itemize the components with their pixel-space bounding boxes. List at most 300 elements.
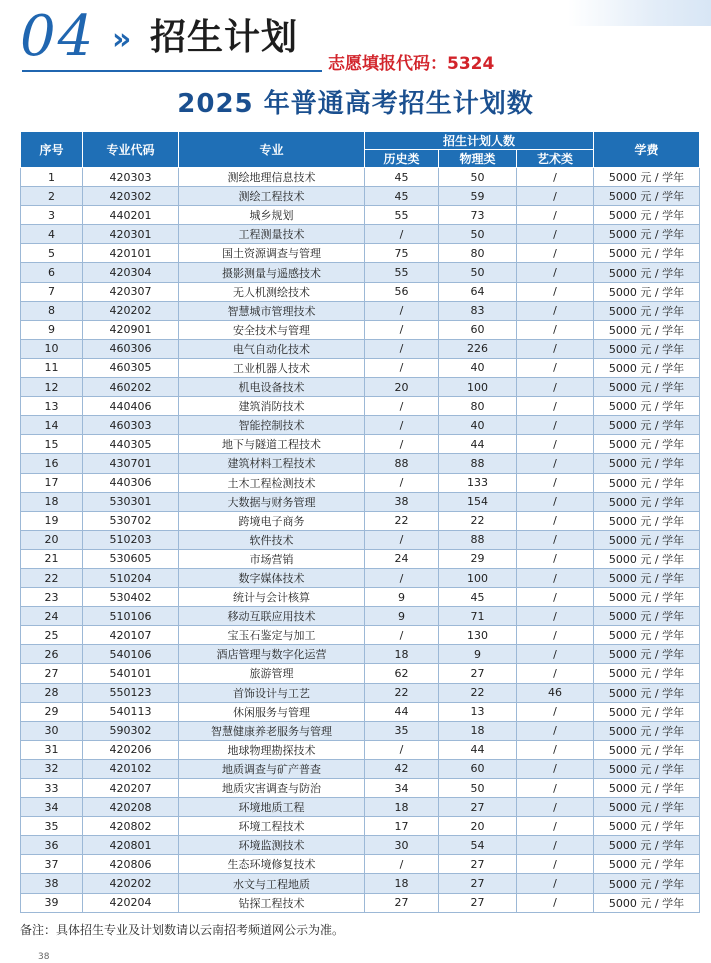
cell-major-code: 420302 bbox=[83, 187, 179, 206]
table-row bbox=[21, 721, 700, 740]
cell-history: / bbox=[365, 397, 439, 416]
table-row bbox=[21, 225, 700, 244]
cell-index: 13 bbox=[21, 397, 83, 416]
cell-history: / bbox=[365, 855, 439, 874]
cell-physics: 50 bbox=[439, 263, 517, 282]
cell-major-code: 440306 bbox=[83, 473, 179, 492]
cell-physics: 133 bbox=[439, 473, 517, 492]
cell-index: 2 bbox=[21, 187, 83, 206]
cell-physics: 50 bbox=[439, 168, 517, 187]
cell-major: 智慧健康养老服务与管理 bbox=[179, 721, 365, 740]
cell-history: / bbox=[365, 301, 439, 320]
cell-fee: 5000 元 / 学年 bbox=[594, 358, 700, 377]
cell-fee: 5000 元 / 学年 bbox=[594, 645, 700, 664]
cell-history: 75 bbox=[365, 244, 439, 263]
cell-art: / bbox=[517, 358, 594, 377]
page-header bbox=[0, 0, 711, 130]
cell-art: / bbox=[517, 416, 594, 435]
cell-history: 88 bbox=[365, 454, 439, 473]
cell-fee: 5000 元 / 学年 bbox=[594, 740, 700, 759]
cell-history: 34 bbox=[365, 779, 439, 798]
cell-fee: 5000 元 / 学年 bbox=[594, 263, 700, 282]
cell-physics: 88 bbox=[439, 530, 517, 549]
cell-major: 酒店管理与数字化运营 bbox=[179, 645, 365, 664]
cell-major: 建筑材料工程技术 bbox=[179, 454, 365, 473]
cell-major: 地质调查与矿产普查 bbox=[179, 759, 365, 778]
section-number: 04 bbox=[20, 4, 96, 69]
cell-major-code: 440201 bbox=[83, 206, 179, 225]
table-row bbox=[21, 511, 700, 530]
table-row bbox=[21, 206, 700, 225]
table-row bbox=[21, 301, 700, 320]
cell-physics: 80 bbox=[439, 244, 517, 263]
cell-index: 26 bbox=[21, 645, 83, 664]
cell-major-code: 420901 bbox=[83, 320, 179, 339]
cell-major-code: 540101 bbox=[83, 664, 179, 683]
cell-fee: 5000 元 / 学年 bbox=[594, 339, 700, 358]
cell-history: 44 bbox=[365, 702, 439, 721]
cell-physics: 18 bbox=[439, 721, 517, 740]
cell-physics: 22 bbox=[439, 683, 517, 702]
cell-art: / bbox=[517, 206, 594, 225]
cell-history: 45 bbox=[365, 168, 439, 187]
cell-art: / bbox=[517, 530, 594, 549]
cell-fee: 5000 元 / 学年 bbox=[594, 664, 700, 683]
header-history: 历史类 bbox=[365, 150, 439, 168]
cell-index: 18 bbox=[21, 492, 83, 511]
cell-fee: 5000 元 / 学年 bbox=[594, 683, 700, 702]
cell-index: 29 bbox=[21, 702, 83, 721]
cell-fee: 5000 元 / 学年 bbox=[594, 492, 700, 511]
cell-physics: 40 bbox=[439, 358, 517, 377]
table-row bbox=[21, 473, 700, 492]
cell-physics: 20 bbox=[439, 817, 517, 836]
cell-index: 12 bbox=[21, 378, 83, 397]
cell-art: / bbox=[517, 301, 594, 320]
cell-major-code: 420204 bbox=[83, 893, 179, 912]
cell-major-code: 420802 bbox=[83, 817, 179, 836]
cell-major-code: 440406 bbox=[83, 397, 179, 416]
cell-major-code: 530402 bbox=[83, 588, 179, 607]
cell-history: 9 bbox=[365, 588, 439, 607]
cell-art: / bbox=[517, 339, 594, 358]
cell-physics: 44 bbox=[439, 740, 517, 759]
cell-major-code: 420801 bbox=[83, 836, 179, 855]
cell-major-code: 420107 bbox=[83, 626, 179, 645]
cell-index: 22 bbox=[21, 568, 83, 587]
header-art: 艺术类 bbox=[517, 150, 594, 168]
cell-major: 环境地质工程 bbox=[179, 798, 365, 817]
cell-history: 20 bbox=[365, 378, 439, 397]
cell-major: 软件技术 bbox=[179, 530, 365, 549]
cell-fee: 5000 元 / 学年 bbox=[594, 874, 700, 893]
cell-index: 4 bbox=[21, 225, 83, 244]
cell-history: / bbox=[365, 358, 439, 377]
cell-index: 27 bbox=[21, 664, 83, 683]
cell-fee: 5000 元 / 学年 bbox=[594, 168, 700, 187]
cell-physics: 27 bbox=[439, 855, 517, 874]
cell-major-code: 420202 bbox=[83, 301, 179, 320]
cell-fee: 5000 元 / 学年 bbox=[594, 454, 700, 473]
cell-fee: 5000 元 / 学年 bbox=[594, 607, 700, 626]
cell-major-code: 420202 bbox=[83, 874, 179, 893]
cell-art: / bbox=[517, 740, 594, 759]
cell-history: 18 bbox=[365, 874, 439, 893]
cell-art: / bbox=[517, 798, 594, 817]
table-title: 2025 年普通高考招生计划数 bbox=[177, 89, 534, 119]
cell-art: / bbox=[517, 320, 594, 339]
cell-art: / bbox=[517, 378, 594, 397]
table-row bbox=[21, 549, 700, 568]
cell-major-code: 420301 bbox=[83, 225, 179, 244]
cell-physics: 45 bbox=[439, 588, 517, 607]
cell-index: 33 bbox=[21, 779, 83, 798]
cell-art: / bbox=[517, 855, 594, 874]
cell-fee: 5000 元 / 学年 bbox=[594, 378, 700, 397]
cell-physics: 80 bbox=[439, 397, 517, 416]
header-major-code: 专业代码 bbox=[83, 132, 179, 168]
cell-history: / bbox=[365, 530, 439, 549]
table-row bbox=[21, 358, 700, 377]
cell-physics: 60 bbox=[439, 320, 517, 339]
corner-decoration bbox=[568, 0, 711, 26]
cell-major: 水文与工程地质 bbox=[179, 874, 365, 893]
cell-index: 37 bbox=[21, 855, 83, 874]
header-major: 专业 bbox=[179, 132, 365, 168]
cell-art: / bbox=[517, 626, 594, 645]
cell-index: 16 bbox=[21, 454, 83, 473]
cell-history: 56 bbox=[365, 282, 439, 301]
cell-physics: 22 bbox=[439, 511, 517, 530]
cell-major: 统计与会计核算 bbox=[179, 588, 365, 607]
cell-fee: 5000 元 / 学年 bbox=[594, 779, 700, 798]
header-index: 序号 bbox=[21, 132, 83, 168]
cell-major: 测绘地理信息技术 bbox=[179, 168, 365, 187]
cell-fee: 5000 元 / 学年 bbox=[594, 225, 700, 244]
table-row bbox=[21, 263, 700, 282]
cell-major-code: 550123 bbox=[83, 683, 179, 702]
cell-major-code: 460202 bbox=[83, 378, 179, 397]
header-plan-group: 招生计划人数 bbox=[365, 132, 594, 150]
cell-art: 46 bbox=[517, 683, 594, 702]
cell-fee: 5000 元 / 学年 bbox=[594, 855, 700, 874]
table-row bbox=[21, 779, 700, 798]
cell-major: 土木工程检测技术 bbox=[179, 473, 365, 492]
cell-major-code: 420208 bbox=[83, 798, 179, 817]
cell-art: / bbox=[517, 225, 594, 244]
cell-index: 23 bbox=[21, 588, 83, 607]
cell-art: / bbox=[517, 759, 594, 778]
cell-fee: 5000 元 / 学年 bbox=[594, 568, 700, 587]
table-row bbox=[21, 244, 700, 263]
cell-major: 摄影测量与遥感技术 bbox=[179, 263, 365, 282]
cell-major-code: 460306 bbox=[83, 339, 179, 358]
cell-major: 生态环境修复技术 bbox=[179, 855, 365, 874]
cell-major: 地质灾害调查与防治 bbox=[179, 779, 365, 798]
cell-physics: 100 bbox=[439, 378, 517, 397]
cell-major: 跨境电子商务 bbox=[179, 511, 365, 530]
table-row bbox=[21, 282, 700, 301]
cell-major: 机电设备技术 bbox=[179, 378, 365, 397]
cell-physics: 29 bbox=[439, 549, 517, 568]
cell-art: / bbox=[517, 779, 594, 798]
cell-major-code: 420102 bbox=[83, 759, 179, 778]
cell-art: / bbox=[517, 473, 594, 492]
table-row bbox=[21, 435, 700, 454]
table-row bbox=[21, 740, 700, 759]
cell-major: 无人机测绘技术 bbox=[179, 282, 365, 301]
cell-history: 38 bbox=[365, 492, 439, 511]
cell-history: / bbox=[365, 339, 439, 358]
cell-index: 11 bbox=[21, 358, 83, 377]
cell-major: 测绘工程技术 bbox=[179, 187, 365, 206]
cell-fee: 5000 元 / 学年 bbox=[594, 798, 700, 817]
table-row bbox=[21, 664, 700, 683]
cell-major: 移动互联应用技术 bbox=[179, 607, 365, 626]
table-row bbox=[21, 893, 700, 912]
table-row bbox=[21, 568, 700, 587]
header-fee: 学费 bbox=[594, 132, 700, 168]
cell-physics: 154 bbox=[439, 492, 517, 511]
cell-physics: 9 bbox=[439, 645, 517, 664]
cell-index: 35 bbox=[21, 817, 83, 836]
cell-physics: 71 bbox=[439, 607, 517, 626]
cell-major-code: 440305 bbox=[83, 435, 179, 454]
cell-history: / bbox=[365, 225, 439, 244]
cell-major: 国土资源调查与管理 bbox=[179, 244, 365, 263]
cell-major-code: 510203 bbox=[83, 530, 179, 549]
cell-art: / bbox=[517, 549, 594, 568]
cell-history: 24 bbox=[365, 549, 439, 568]
cell-art: / bbox=[517, 874, 594, 893]
table-row bbox=[21, 702, 700, 721]
cell-art: / bbox=[517, 263, 594, 282]
cell-fee: 5000 元 / 学年 bbox=[594, 301, 700, 320]
cell-fee: 5000 元 / 学年 bbox=[594, 416, 700, 435]
cell-history: 55 bbox=[365, 206, 439, 225]
cell-major: 地球物理勘探技术 bbox=[179, 740, 365, 759]
cell-index: 38 bbox=[21, 874, 83, 893]
cell-physics: 27 bbox=[439, 893, 517, 912]
cell-index: 5 bbox=[21, 244, 83, 263]
cell-art: / bbox=[517, 454, 594, 473]
cell-fee: 5000 元 / 学年 bbox=[594, 473, 700, 492]
cell-major: 旅游管理 bbox=[179, 664, 365, 683]
cell-index: 36 bbox=[21, 836, 83, 855]
cell-index: 14 bbox=[21, 416, 83, 435]
cell-physics: 13 bbox=[439, 702, 517, 721]
cell-major: 市场营销 bbox=[179, 549, 365, 568]
cell-art: / bbox=[517, 435, 594, 454]
cell-physics: 50 bbox=[439, 225, 517, 244]
footnote: 备注：具体招生专业及计划数请以云南招考频道网公示为准。 bbox=[20, 923, 345, 937]
cell-history: / bbox=[365, 740, 439, 759]
cell-art: / bbox=[517, 836, 594, 855]
cell-major-code: 540113 bbox=[83, 702, 179, 721]
cell-index: 3 bbox=[21, 206, 83, 225]
cell-major-code: 420307 bbox=[83, 282, 179, 301]
cell-major: 首饰设计与工艺 bbox=[179, 683, 365, 702]
cell-major: 环境监测技术 bbox=[179, 836, 365, 855]
cell-major-code: 590302 bbox=[83, 721, 179, 740]
cell-index: 32 bbox=[21, 759, 83, 778]
cell-fee: 5000 元 / 学年 bbox=[594, 702, 700, 721]
cell-major: 数字媒体技术 bbox=[179, 568, 365, 587]
cell-major-code: 540106 bbox=[83, 645, 179, 664]
cell-major: 智慧城市管理技术 bbox=[179, 301, 365, 320]
cell-art: / bbox=[517, 187, 594, 206]
cell-art: / bbox=[517, 282, 594, 301]
cell-major-code: 420303 bbox=[83, 168, 179, 187]
table-row bbox=[21, 855, 700, 874]
cell-history: / bbox=[365, 626, 439, 645]
cell-fee: 5000 元 / 学年 bbox=[594, 206, 700, 225]
cell-art: / bbox=[517, 721, 594, 740]
cell-major-code: 430701 bbox=[83, 454, 179, 473]
cell-history: 9 bbox=[365, 607, 439, 626]
table-row bbox=[21, 378, 700, 397]
cell-fee: 5000 元 / 学年 bbox=[594, 511, 700, 530]
cell-physics: 27 bbox=[439, 798, 517, 817]
cell-art: / bbox=[517, 168, 594, 187]
table-row bbox=[21, 397, 700, 416]
table-row bbox=[21, 339, 700, 358]
chevron-icon: » bbox=[112, 22, 132, 57]
table-row bbox=[21, 874, 700, 893]
cell-index: 21 bbox=[21, 549, 83, 568]
cell-history: 62 bbox=[365, 664, 439, 683]
cell-major: 工程测量技术 bbox=[179, 225, 365, 244]
cell-art: / bbox=[517, 702, 594, 721]
cell-major: 钻探工程技术 bbox=[179, 893, 365, 912]
cell-index: 25 bbox=[21, 626, 83, 645]
cell-major-code: 460303 bbox=[83, 416, 179, 435]
cell-major: 休闲服务与管理 bbox=[179, 702, 365, 721]
cell-physics: 59 bbox=[439, 187, 517, 206]
table-row bbox=[21, 320, 700, 339]
cell-index: 20 bbox=[21, 530, 83, 549]
cell-art: / bbox=[517, 645, 594, 664]
cell-history: 17 bbox=[365, 817, 439, 836]
table-row bbox=[21, 187, 700, 206]
table-row bbox=[21, 416, 700, 435]
cell-fee: 5000 元 / 学年 bbox=[594, 244, 700, 263]
cell-index: 15 bbox=[21, 435, 83, 454]
cell-fee: 5000 元 / 学年 bbox=[594, 836, 700, 855]
cell-fee: 5000 元 / 学年 bbox=[594, 320, 700, 339]
cell-art: / bbox=[517, 511, 594, 530]
table-row bbox=[21, 759, 700, 778]
cell-history: / bbox=[365, 320, 439, 339]
cell-fee: 5000 元 / 学年 bbox=[594, 626, 700, 645]
cell-index: 6 bbox=[21, 263, 83, 282]
cell-physics: 73 bbox=[439, 206, 517, 225]
table-row bbox=[21, 530, 700, 549]
title-underline bbox=[22, 70, 322, 72]
cell-history: 42 bbox=[365, 759, 439, 778]
cell-history: 30 bbox=[365, 836, 439, 855]
cell-major: 城乡规划 bbox=[179, 206, 365, 225]
cell-physics: 54 bbox=[439, 836, 517, 855]
cell-history: / bbox=[365, 473, 439, 492]
cell-major-code: 510106 bbox=[83, 607, 179, 626]
cell-major: 工业机器人技术 bbox=[179, 358, 365, 377]
cell-physics: 44 bbox=[439, 435, 517, 454]
cell-physics: 50 bbox=[439, 779, 517, 798]
cell-index: 39 bbox=[21, 893, 83, 912]
cell-art: / bbox=[517, 664, 594, 683]
header-physics: 物理类 bbox=[439, 150, 517, 168]
cell-art: / bbox=[517, 568, 594, 587]
cell-major: 大数据与财务管理 bbox=[179, 492, 365, 511]
cell-history: 45 bbox=[365, 187, 439, 206]
cell-index: 28 bbox=[21, 683, 83, 702]
cell-history: 55 bbox=[365, 263, 439, 282]
cell-major-code: 420207 bbox=[83, 779, 179, 798]
table-row bbox=[21, 683, 700, 702]
cell-major-code: 510204 bbox=[83, 568, 179, 587]
cell-major: 电气自动化技术 bbox=[179, 339, 365, 358]
cell-physics: 130 bbox=[439, 626, 517, 645]
cell-major-code: 530605 bbox=[83, 549, 179, 568]
cell-physics: 83 bbox=[439, 301, 517, 320]
cell-major: 安全技术与管理 bbox=[179, 320, 365, 339]
cell-fee: 5000 元 / 学年 bbox=[594, 530, 700, 549]
cell-fee: 5000 元 / 学年 bbox=[594, 187, 700, 206]
cell-index: 30 bbox=[21, 721, 83, 740]
table-row bbox=[21, 626, 700, 645]
cell-physics: 226 bbox=[439, 339, 517, 358]
cell-major: 宝玉石鉴定与加工 bbox=[179, 626, 365, 645]
cell-fee: 5000 元 / 学年 bbox=[594, 893, 700, 912]
cell-index: 10 bbox=[21, 339, 83, 358]
enrollment-plan-table bbox=[20, 131, 700, 913]
cell-history: 22 bbox=[365, 511, 439, 530]
cell-history: 27 bbox=[365, 893, 439, 912]
cell-index: 24 bbox=[21, 607, 83, 626]
cell-major: 智能控制技术 bbox=[179, 416, 365, 435]
cell-history: / bbox=[365, 435, 439, 454]
cell-index: 8 bbox=[21, 301, 83, 320]
cell-history: / bbox=[365, 568, 439, 587]
cell-history: 22 bbox=[365, 683, 439, 702]
table-row bbox=[21, 607, 700, 626]
cell-history: 18 bbox=[365, 645, 439, 664]
cell-major: 地下与隧道工程技术 bbox=[179, 435, 365, 454]
cell-art: / bbox=[517, 893, 594, 912]
cell-major-code: 420304 bbox=[83, 263, 179, 282]
cell-major-code: 460305 bbox=[83, 358, 179, 377]
table-row bbox=[21, 492, 700, 511]
cell-fee: 5000 元 / 学年 bbox=[594, 549, 700, 568]
cell-art: / bbox=[517, 244, 594, 263]
cell-major-code: 420806 bbox=[83, 855, 179, 874]
cell-index: 19 bbox=[21, 511, 83, 530]
cell-fee: 5000 元 / 学年 bbox=[594, 588, 700, 607]
cell-fee: 5000 元 / 学年 bbox=[594, 435, 700, 454]
cell-index: 31 bbox=[21, 740, 83, 759]
cell-physics: 60 bbox=[439, 759, 517, 778]
cell-fee: 5000 元 / 学年 bbox=[594, 817, 700, 836]
cell-major-code: 530702 bbox=[83, 511, 179, 530]
application-code: 志愿填报代码：5324 bbox=[328, 54, 495, 74]
table-row bbox=[21, 454, 700, 473]
cell-major-code: 530301 bbox=[83, 492, 179, 511]
cell-index: 9 bbox=[21, 320, 83, 339]
cell-fee: 5000 元 / 学年 bbox=[594, 721, 700, 740]
cell-major-code: 420206 bbox=[83, 740, 179, 759]
cell-art: / bbox=[517, 397, 594, 416]
